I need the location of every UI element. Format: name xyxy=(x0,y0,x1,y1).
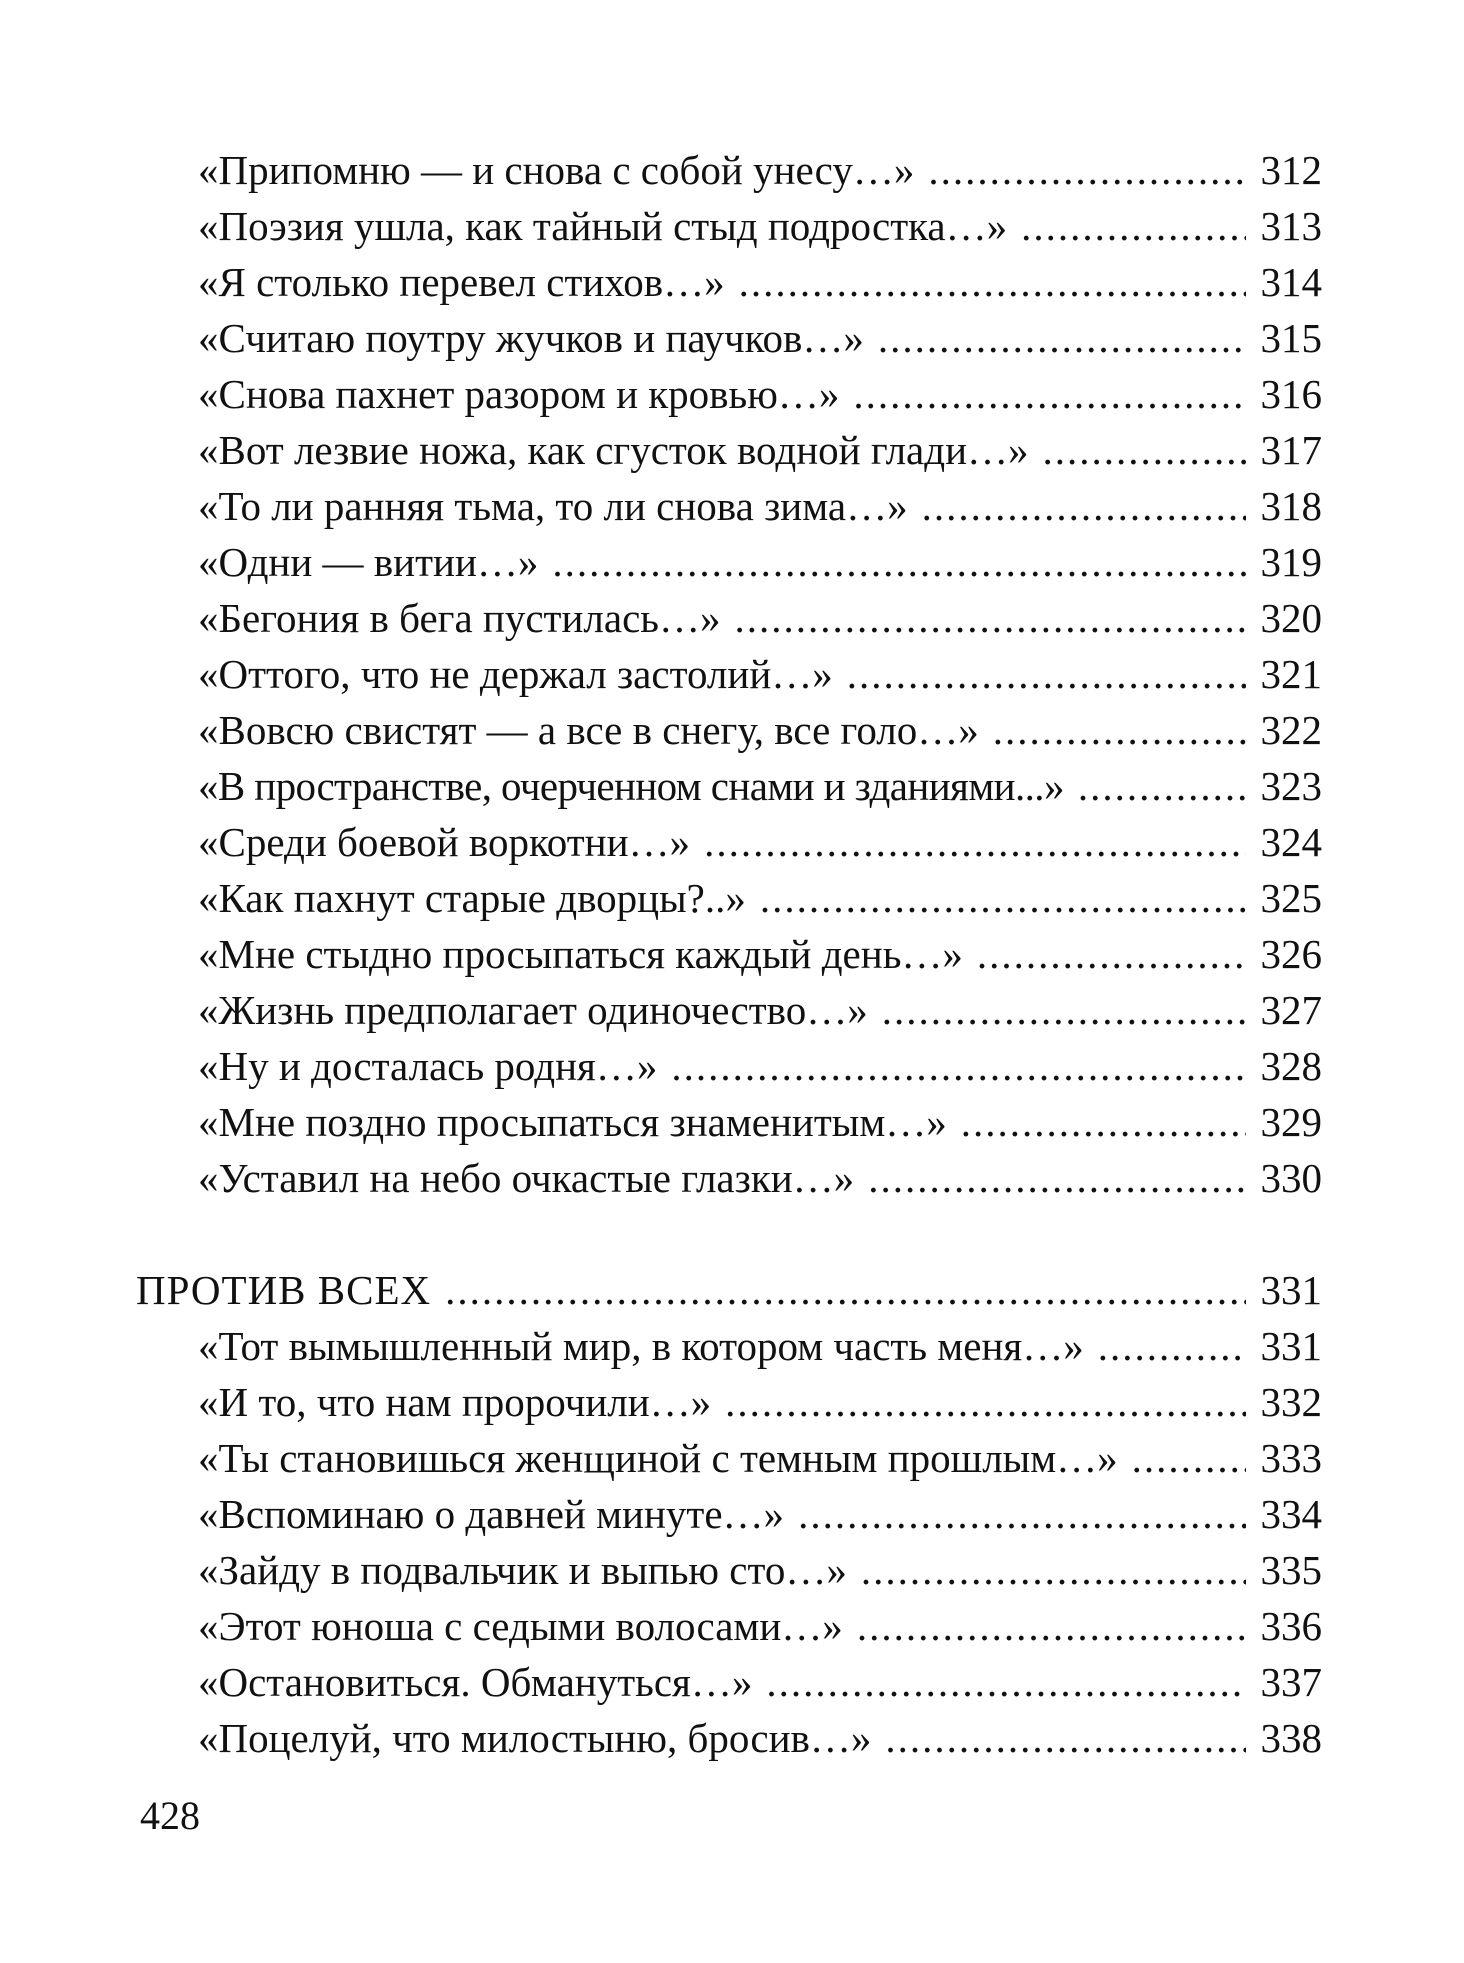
toc-entry-title: «Ты становишься женщиной с темным прошлым…» xyxy=(198,1435,1118,1481)
toc-entry xyxy=(198,254,1322,310)
toc-entry-page: 337 xyxy=(1260,1659,1322,1705)
toc-entry-page: 331 xyxy=(1260,1323,1322,1369)
toc-entry-title: «Жизнь предполагает одиночество…» xyxy=(198,987,868,1033)
toc-entry-title: «Этот юноша с седыми волосами…» xyxy=(198,1603,843,1649)
dot-leader xyxy=(734,590,1246,646)
toc-entry xyxy=(198,1150,1322,1206)
toc-entry xyxy=(198,198,1322,254)
dot-leader xyxy=(993,702,1246,758)
section-title: ПРОТИВ ВСЕХ xyxy=(136,1267,432,1313)
dot-leader xyxy=(977,926,1246,982)
toc-entry-title: «Снова пахнет разором и кровью…» xyxy=(198,371,840,417)
toc-entry-title: «Вспоминаю о давней минуте…» xyxy=(198,1491,785,1537)
toc-entry-page: 312 xyxy=(1260,147,1322,193)
dot-leader xyxy=(704,814,1246,870)
toc-entry xyxy=(198,702,1322,758)
toc-entry-page: 328 xyxy=(1260,1043,1322,1089)
toc-entry xyxy=(198,982,1322,1038)
dot-leader xyxy=(857,1598,1246,1654)
dot-leader xyxy=(671,1038,1246,1094)
toc-entry xyxy=(198,1318,1322,1374)
dot-leader xyxy=(1043,422,1246,478)
toc-entry xyxy=(198,590,1322,646)
toc-entry-title: «Оттого, что не держал застолий…» xyxy=(198,651,833,697)
toc-entry-page: 323 xyxy=(1260,763,1322,809)
toc-entry-page: 335 xyxy=(1260,1547,1322,1593)
dot-leader xyxy=(885,1710,1246,1766)
toc-entry xyxy=(198,926,1322,982)
toc-entry-title: «Вовсю свистят — а все в снегу, все голо…» xyxy=(198,707,979,753)
toc-entry-title: «То ли ранняя тьма, то ли снова зима…» xyxy=(198,483,908,529)
toc-entry xyxy=(198,142,1322,198)
toc-entry xyxy=(198,870,1322,926)
toc-entry-page: 316 xyxy=(1260,371,1322,417)
toc-entry-page: 329 xyxy=(1260,1099,1322,1145)
dot-leader xyxy=(798,1486,1246,1542)
dot-leader xyxy=(552,534,1246,590)
toc-entry-page: 324 xyxy=(1260,819,1322,865)
toc-entry-page: 313 xyxy=(1260,203,1322,249)
toc-entry-page: 322 xyxy=(1260,707,1322,753)
toc-entry-title: «Среди боевой воркотни…» xyxy=(198,819,691,865)
toc-entry-page: 318 xyxy=(1260,483,1322,529)
dot-leader xyxy=(766,1654,1246,1710)
toc-section-heading xyxy=(136,1262,1322,1318)
toc-entry xyxy=(198,1654,1322,1710)
toc-entry xyxy=(198,478,1322,534)
toc-entry-page: 319 xyxy=(1260,539,1322,585)
toc-entry-title: «Поэзия ушла, как тайный стыд подростка…» xyxy=(198,203,1008,249)
toc-entry-title: «Бегония в бега пустилась…» xyxy=(198,595,721,641)
toc-entry-page: 314 xyxy=(1260,259,1322,305)
dot-leader xyxy=(445,1262,1246,1318)
toc-entry-page: 338 xyxy=(1260,1715,1322,1761)
toc-entry xyxy=(198,1710,1322,1766)
toc-entry-title: «Мне стыдно просыпаться каждый день…» xyxy=(198,931,963,977)
dot-leader xyxy=(760,870,1246,926)
page-number: 428 xyxy=(140,1793,200,1838)
toc-entry-title: «Ну и досталась родня…» xyxy=(198,1043,658,1089)
dot-leader xyxy=(1021,198,1246,254)
toc-entry-title: «Я столько перевел стихов…» xyxy=(198,259,725,305)
toc-entry-title: «Остановиться. Обмануться…» xyxy=(198,1659,753,1705)
toc-entry xyxy=(198,366,1322,422)
toc-entry xyxy=(198,1430,1322,1486)
toc-entry xyxy=(198,422,1322,478)
toc-entry-title: «Зайду в подвальчик и выпью сто…» xyxy=(198,1547,847,1593)
dot-leader xyxy=(922,478,1246,534)
dot-leader xyxy=(725,1374,1246,1430)
toc-entry xyxy=(198,1542,1322,1598)
toc-entry xyxy=(198,1486,1322,1542)
toc-entry xyxy=(198,534,1322,590)
toc-entry-title: «В пространстве, очерченном снами и зданиями...» xyxy=(198,763,1064,809)
toc-entry-title: «Поцелуй, что милостыню, бросив…» xyxy=(198,1715,872,1761)
toc-entry-page: 327 xyxy=(1260,987,1322,1033)
dot-leader xyxy=(1132,1430,1246,1486)
dot-leader xyxy=(853,366,1246,422)
toc-entry-title: «И то, что нам пророчили…» xyxy=(198,1379,712,1425)
toc-entry-page: 336 xyxy=(1260,1603,1322,1649)
toc-entry xyxy=(198,814,1322,870)
toc-entry-title: «Считаю поутру жучков и паучков…» xyxy=(198,315,864,361)
dot-leader xyxy=(847,646,1246,702)
dot-leader xyxy=(1098,1318,1246,1374)
toc-entry-title: «Припомню — и снова с собой унесу…» xyxy=(198,147,915,193)
toc-entry-title: «Одни — витии…» xyxy=(198,539,539,585)
toc-entry xyxy=(198,1094,1322,1150)
toc-entry xyxy=(198,1598,1322,1654)
toc-entry xyxy=(198,646,1322,702)
toc-entry-title: «Мне поздно просыпаться знаменитым…» xyxy=(198,1099,947,1145)
toc-entry xyxy=(198,310,1322,366)
dot-leader xyxy=(961,1094,1246,1150)
dot-leader xyxy=(868,1150,1246,1206)
toc-entry-title: «Тот вымышленный мир, в котором часть меня…» xyxy=(198,1323,1084,1369)
toc-entry-page: 330 xyxy=(1260,1155,1322,1201)
toc-entry-title: «Как пахнут старые дворцы?..» xyxy=(198,875,746,921)
toc-entry xyxy=(198,1038,1322,1094)
toc-entry-page: 317 xyxy=(1260,427,1322,473)
dot-leader xyxy=(739,254,1246,310)
toc-entry-page: 325 xyxy=(1260,875,1322,921)
toc-entry-page: 332 xyxy=(1260,1379,1322,1425)
toc-entry-title: «Вот лезвие ножа, как сгусток водной глади…» xyxy=(198,427,1029,473)
dot-leader xyxy=(1078,758,1246,814)
toc-entry-page: 315 xyxy=(1260,315,1322,361)
toc-entry-page: 321 xyxy=(1260,651,1322,697)
toc-entry-page: 320 xyxy=(1260,595,1322,641)
toc-entry-page: 334 xyxy=(1260,1491,1322,1537)
toc-entry-title: «Уставил на небо очкастые глазки…» xyxy=(198,1155,855,1201)
toc-entry xyxy=(198,1374,1322,1430)
dot-leader xyxy=(928,142,1246,198)
dot-leader xyxy=(878,310,1246,366)
dot-leader xyxy=(861,1542,1246,1598)
toc-entry-page: 333 xyxy=(1260,1435,1322,1481)
dot-leader xyxy=(882,982,1246,1038)
toc-entry xyxy=(198,758,1322,814)
toc-entry-page: 326 xyxy=(1260,931,1322,977)
section-page: 331 xyxy=(1260,1267,1322,1313)
